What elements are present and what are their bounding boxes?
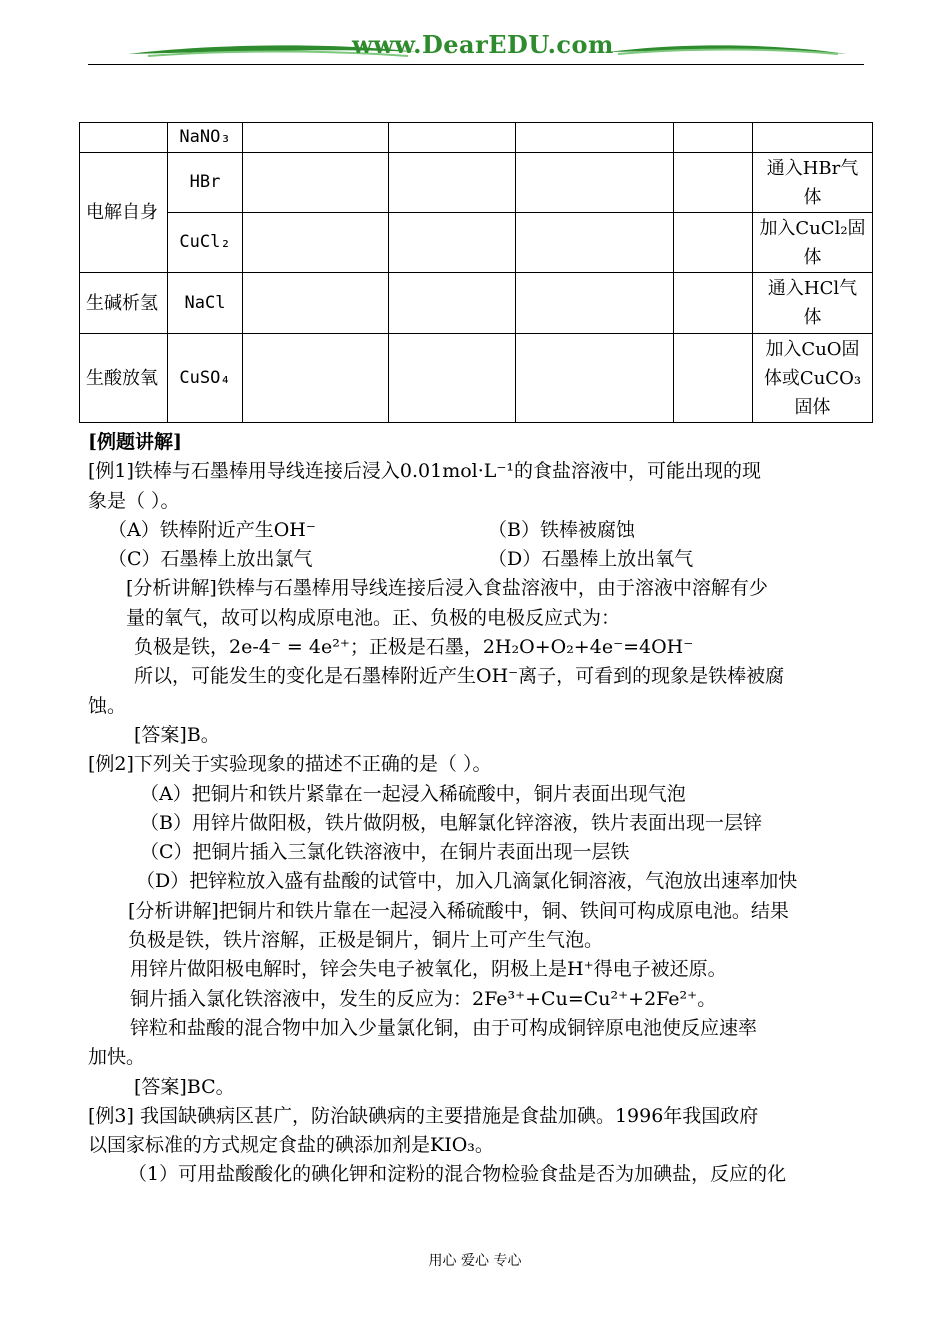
- electrolysis-table: [79, 122, 873, 423]
- restore-action-cell: 通入HCl气体: [753, 273, 873, 334]
- table-row: [80, 213, 873, 273]
- option-c: （C）石墨棒上放出氯气: [108, 548, 313, 571]
- restore-action-cell: 通入HBr气体: [753, 153, 873, 213]
- example-2-question: [例2]下列关于实验现象的描述不正确的是（ ）。: [88, 753, 492, 776]
- example-3-text: 以国家标准的方式规定食盐的碘添加剂是KIO₃。: [88, 1134, 494, 1157]
- example-1-answer: [答案]B。: [134, 723, 220, 746]
- category-cell: 生碱析氢: [80, 273, 168, 334]
- example-2-analysis-line: 用锌片做阳极电解时，锌会失电子被氧化，阴极上是H⁺得电子被还原。: [130, 958, 727, 981]
- table-cell: [389, 334, 516, 423]
- table-cell: [516, 334, 674, 423]
- table-cell: [389, 123, 516, 153]
- example-1-analysis: [分析讲解]铁棒与石墨棒用导线连接后浸入食盐溶液中，由于溶液中溶解有少: [126, 577, 768, 600]
- table-cell: [80, 123, 168, 153]
- example-1-analysis-line: 量的氧气，故可以构成原电池。正、负极的电极反应式为：: [126, 606, 621, 629]
- table-cell: [516, 213, 674, 273]
- table-row: [80, 334, 873, 423]
- page-footer: 用心 爱心 专心: [428, 1253, 522, 1269]
- category-cell: 生酸放氧: [80, 334, 168, 423]
- example-3-text: （1）可用盐酸酸化的碘化钾和淀粉的混合物检验食盐是否为加碘盐，反应的化: [128, 1163, 787, 1186]
- table-cell: [516, 123, 674, 153]
- example-2-option-b: （B）用锌片做阳极，铁片做阴极，电解氯化锌溶液，铁片表面出现一层锌: [140, 811, 762, 834]
- table-cell: [243, 273, 389, 334]
- table-cell: [243, 213, 389, 273]
- page-header: [88, 30, 864, 70]
- table-cell: [389, 153, 516, 213]
- example-2-option-c: （C）把铜片插入三氯化铁溶液中，在铜片表面出现一层铁: [140, 841, 630, 864]
- category-cell: 电解自身: [80, 153, 168, 273]
- site-logo-text: www.DearEDU.com: [352, 30, 614, 59]
- table-cell: [674, 213, 753, 273]
- substance-cell: CuCl₂: [168, 213, 243, 273]
- example-2-analysis-line: 锌粒和盐酸的混合物中加入少量氯化铜，由于可构成铜锌原电池使反应速率: [130, 1016, 758, 1039]
- table-cell: [389, 273, 516, 334]
- example-2-option-a: （A）把铜片和铁片紧靠在一起浸入稀硫酸中，铜片表面出现气泡: [140, 782, 686, 805]
- example-1-analysis-line: 所以，可能发生的变化是石墨棒附近产生OH⁻离子，可看到的现象是铁棒被腐: [134, 665, 785, 688]
- example-1-options-ab: [88, 516, 868, 545]
- example-1-analysis-line: 蚀。: [88, 694, 127, 717]
- table-cell: [674, 153, 753, 213]
- table-cell: [243, 153, 389, 213]
- substance-cell: CuSO₄: [168, 334, 243, 423]
- restore-action-cell: 加入CuCl₂固体: [753, 213, 873, 273]
- table-cell: [516, 273, 674, 334]
- substance-cell: HBr: [168, 153, 243, 213]
- substance-cell: NaCl: [168, 273, 243, 334]
- table-cell: [516, 153, 674, 213]
- table-cell: [243, 334, 389, 423]
- table-cell: [674, 273, 753, 334]
- table-row: [80, 273, 873, 334]
- option-d: （D）石墨棒上放出氧气: [488, 548, 694, 571]
- example-2-analysis: [分析讲解]把铜片和铁片靠在一起浸入稀硫酸中，铜、铁间可构成原电池。结果: [128, 899, 789, 922]
- example-2-analysis-line: 加快。: [88, 1046, 146, 1069]
- example-2-answer: [答案]BC。: [134, 1075, 235, 1098]
- table-row: [80, 123, 873, 153]
- table-cell: [753, 123, 873, 153]
- example-1-question: [例1]铁棒与石墨棒用导线连接后浸入0.01mol·L⁻¹的食盐溶液中，可能出现的现: [88, 460, 762, 483]
- table-cell: [674, 334, 753, 423]
- right-leaf-swoosh-icon: [608, 40, 848, 62]
- example-1-analysis-line: 负极是铁，2e-4⁻ = 4e²⁺；正极是石墨，2H₂O+O₂+4e⁻=4OH⁻: [134, 636, 694, 659]
- example-2-analysis-line: 负极是铁，铁片溶解，正极是铜片，铜片上可产生气泡。: [128, 929, 604, 952]
- example-2-analysis-line: 铜片插入氯化铁溶液中，发生的反应为：2Fe³⁺+Cu=Cu²⁺+2Fe²⁺。: [130, 987, 717, 1010]
- substance-cell: NaNO₃: [168, 123, 243, 153]
- table-row: [80, 153, 873, 213]
- header-rule: [88, 64, 864, 65]
- section-title: [例题讲解]: [88, 431, 182, 453]
- table-cell: [389, 213, 516, 273]
- document-body: [88, 428, 868, 1190]
- restore-action-cell: 加入CuO固体或CuCO₃固体: [753, 334, 873, 423]
- example-2-option-d: （D）把锌粒放入盛有盐酸的试管中，加入几滴氯化铜溶液，气泡放出速率加快: [136, 870, 798, 893]
- option-b: （B）铁棒被腐蚀: [488, 518, 635, 541]
- example-1-question-cont: 象是（ ）。: [88, 489, 180, 512]
- table-cell: [674, 123, 753, 153]
- table-cell: [243, 123, 389, 153]
- example-3-text: [例3] 我国缺碘病区甚广，防治缺碘病的主要措施是食盐加碘。1996年我国政府: [88, 1104, 759, 1127]
- option-a: （A）铁棒附近产生OH⁻: [108, 518, 316, 541]
- example-1-options-cd: [88, 545, 868, 574]
